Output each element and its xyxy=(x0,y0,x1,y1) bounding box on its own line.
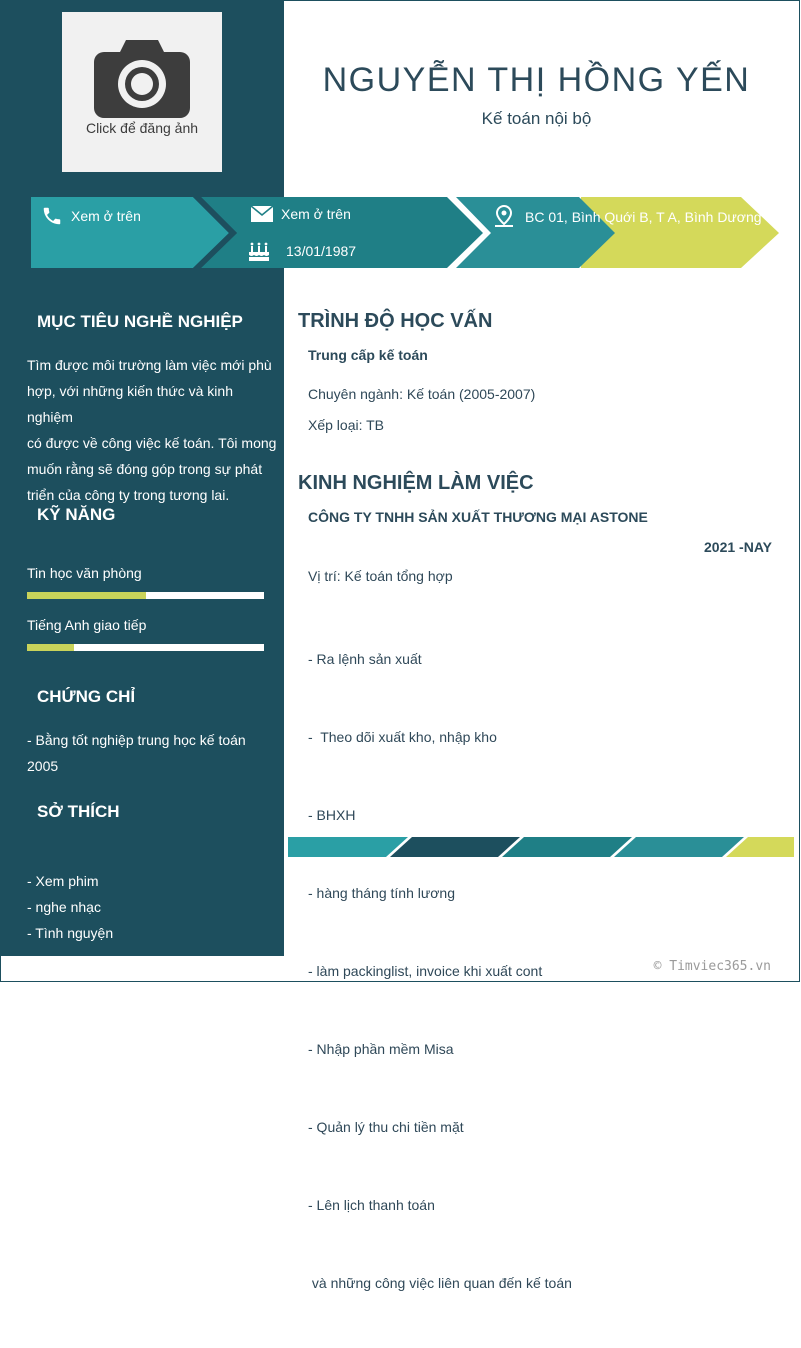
hobbies-list xyxy=(27,868,113,946)
certificate-line: - Bằng tốt nghiệp trung học kế toán xyxy=(27,732,246,748)
candidate-name: NGUYỄN THỊ HỒNG YẾN xyxy=(322,61,751,99)
objective-line: Tìm được môi trường làm việc mới phù xyxy=(27,357,272,373)
contact-phone-text: Xem ở trên xyxy=(71,208,141,224)
objective-line: triển của công ty trong tương lai. xyxy=(27,487,230,503)
certificate-line: 2005 xyxy=(27,758,59,774)
duty-item: - Nhập phần mềm Misa xyxy=(308,1041,454,1057)
duty-item: - Ra lệnh sản xuất xyxy=(308,651,422,667)
contact-ribbon xyxy=(1,191,801,273)
duty-item: - BHXH xyxy=(308,807,356,823)
objective-line: muốn rằng sẽ đóng góp trong sự phát xyxy=(27,461,263,477)
photo-upload[interactable] xyxy=(62,12,222,172)
camera-icon xyxy=(94,34,190,118)
candidate-role: Kế toán nội bộ xyxy=(481,109,592,128)
skill-bar-fill xyxy=(27,644,74,651)
experience-duties xyxy=(308,594,572,1348)
hobby-item: - Xem phim xyxy=(27,873,99,889)
duty-item: - Lên lịch thanh toán xyxy=(308,1197,435,1213)
experience-heading: KINH NGHIỆM LÀM VIỆC xyxy=(298,472,534,494)
footer-stripe xyxy=(288,837,794,857)
skill-label: Tiếng Anh giao tiếp xyxy=(27,617,147,633)
skill-bar xyxy=(27,592,264,599)
hobbies-heading: SỞ THÍCH xyxy=(37,802,120,821)
skill-bar xyxy=(27,644,264,651)
duty-item: - làm packinglist, invoice khi xuất cont xyxy=(308,963,543,979)
hobby-item: - nghe nhạc xyxy=(27,899,101,915)
map-pin-icon xyxy=(493,205,515,229)
photo-upload-label: Click để đăng ảnh xyxy=(85,120,199,136)
contact-email-text: Xem ở trên xyxy=(281,206,351,222)
certificates-text xyxy=(27,727,277,779)
duty-item: và những công việc liên quan đến kế toán xyxy=(308,1275,572,1291)
contact-birthday-text: 13/01/1987 xyxy=(286,243,357,259)
education-school: Trung cấp kế toán xyxy=(308,347,428,363)
certificates-heading: CHỨNG CHỈ xyxy=(37,687,136,706)
skills-heading: KỸ NĂNG xyxy=(37,505,116,524)
contact-address-text: BC 01, Bình Quới B, T A, Bình Dương xyxy=(525,209,762,225)
birthday-cake-icon xyxy=(248,241,270,261)
objective-text xyxy=(27,352,277,508)
duty-item: - hàng tháng tính lương xyxy=(308,885,455,901)
contact-address xyxy=(493,205,762,229)
phone-icon xyxy=(41,205,63,227)
contact-phone xyxy=(41,205,141,227)
duty-item: - Quản lý thu chi tiền mặt xyxy=(308,1119,464,1135)
experience-position: Vị trí: Kế toán tổng hợp xyxy=(308,568,453,584)
experience-period: 2021 -NAY xyxy=(704,539,772,555)
skill-bar-fill xyxy=(27,592,146,599)
objective-line: có được về công việc kế toán. Tôi mong xyxy=(27,435,277,451)
duty-item: - Theo dõi xuất kho, nhập kho xyxy=(308,729,497,745)
experience-company: CÔNG TY TNHH SẢN XUẤT THƯƠNG MẠI ASTONE xyxy=(308,509,648,525)
education-grade: Xếp loại: TB xyxy=(308,417,385,433)
contact-birthday xyxy=(248,241,356,261)
objective-line: hợp, với những kiến thức và kinh nghiệm xyxy=(27,383,233,425)
ribbon-arrows xyxy=(1,191,801,273)
objective-heading: MỤC TIÊU NGHỀ NGHIỆP xyxy=(37,312,243,331)
education-heading: TRÌNH ĐỘ HỌC VẤN xyxy=(298,310,493,332)
skill-label: Tin học văn phòng xyxy=(27,565,142,581)
education-major: Chuyên ngành: Kế toán (2005-2007) xyxy=(308,386,536,402)
contact-email xyxy=(251,205,351,223)
watermark: © Timviec365.vn xyxy=(653,959,771,974)
envelope-icon xyxy=(251,205,273,223)
hobby-item: - Tình nguyện xyxy=(27,925,114,941)
